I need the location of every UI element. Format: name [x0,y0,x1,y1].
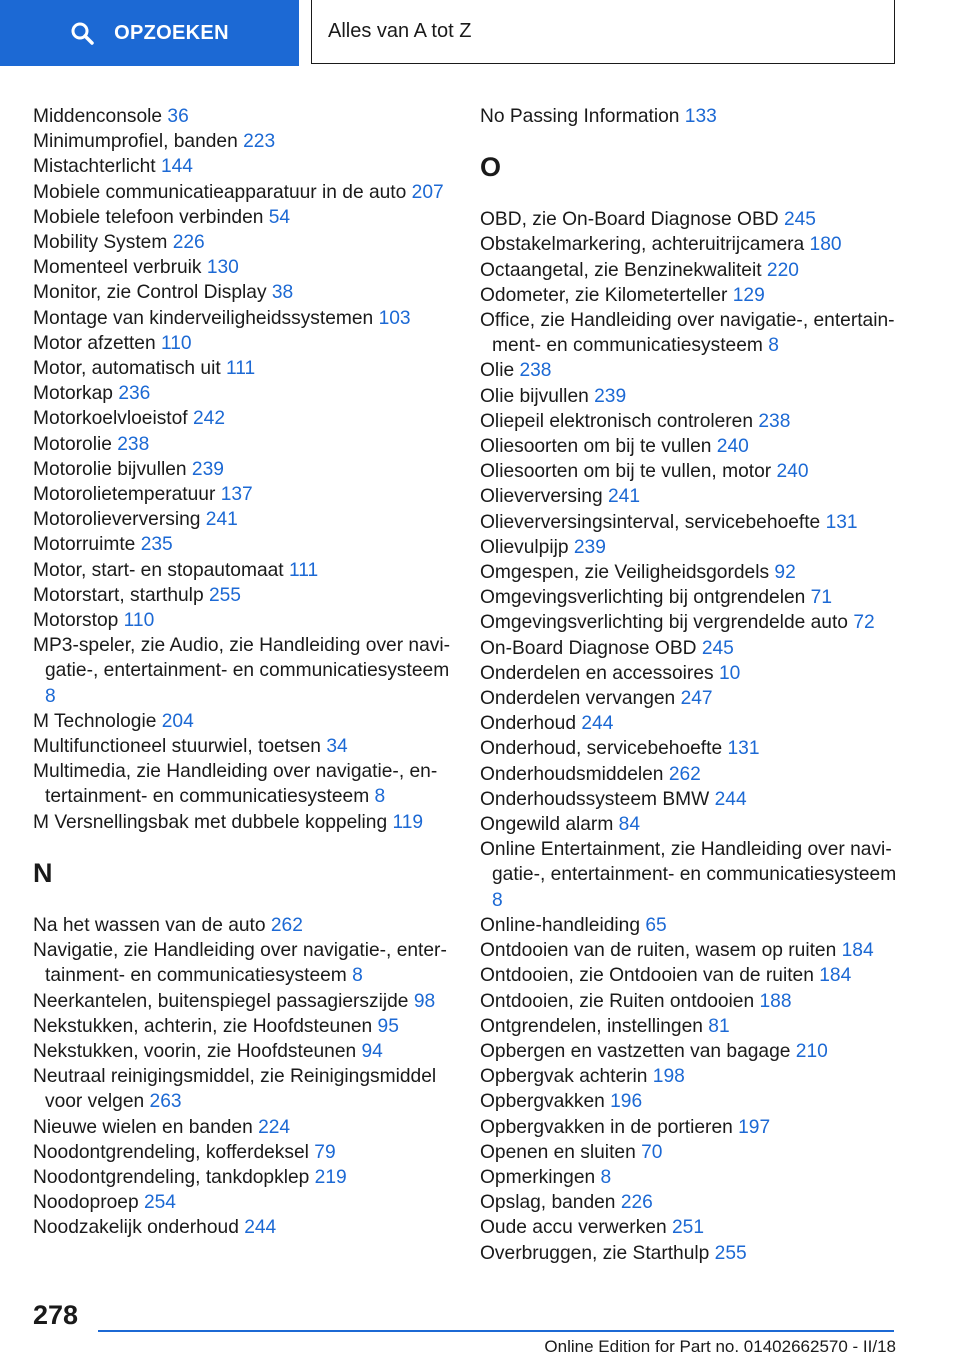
index-entry-term: Nekstukken, voorin, zie Hoofdsteunen [33,1040,357,1062]
page-link[interactable]: 219 [314,1166,347,1188]
page-link[interactable]: 70 [641,1141,663,1163]
page-link[interactable]: 94 [361,1040,383,1062]
page-link[interactable]: 236 [118,383,151,405]
page-link[interactable]: 65 [645,914,667,936]
index-entry-term: Motorolie [33,433,112,455]
page-link[interactable]: 8 [492,889,503,911]
page-link[interactable]: 184 [819,965,852,987]
index-entry-term: Neutraal reinigingsmiddel, zie Reinigingsmiddel voor velgen [33,1066,437,1113]
page-link[interactable]: 251 [671,1217,704,1239]
index-entry-term: Obstakelmarkering, achteruitrijcamera [480,234,805,256]
page-link[interactable]: 196 [610,1091,643,1113]
page-link[interactable]: 110 [123,610,155,632]
page-link[interactable]: 207 [411,181,444,203]
index-entry [33,938,463,988]
search-icon [70,21,94,45]
index-entry [480,283,900,308]
index-entry [33,1014,463,1039]
page-link[interactable]: 255 [714,1242,747,1264]
index-entry [33,583,463,608]
index-entry-term: Omgespen, zie Veiligheidsgordels [480,562,770,584]
index-entry [480,711,900,736]
index-entry-term: Olie bijvullen [480,385,589,407]
index-entry [480,837,900,913]
index-entry-term: Navigatie, zie Handleiding over navigatie-, entertainment- en communicatiesysteem [33,940,447,987]
index-entry-term: Mobility System [33,232,168,254]
page-link[interactable]: 224 [258,1116,291,1138]
index-entry-term: Octaangetal, zie Benzinekwaliteit [480,259,762,281]
index-entry-term: Motor, automatisch uit [33,358,221,380]
index-entry [33,154,463,179]
page-link[interactable]: 130 [206,257,239,279]
index-entry-term: MP3-speler, zie Audio, zie Handleiding over navigatie-, entertainment- en communicatiesysteem [33,635,451,682]
index-entry [33,709,463,734]
search-button[interactable] [0,0,299,66]
index-entry [33,507,463,532]
index-entry [480,232,900,257]
page-link[interactable]: 36 [167,106,189,127]
page-link[interactable]: 84 [618,814,640,836]
page-link[interactable]: 133 [684,106,717,127]
page-link[interactable]: 180 [809,234,842,256]
index-entry-term: Motorolie bijvullen [33,458,187,480]
page-link[interactable]: 111 [226,358,256,380]
index-entry-term: Middenconsole [33,106,163,127]
page-link[interactable]: 238 [117,433,150,455]
page-link[interactable]: 238 [758,410,791,432]
index-column-right [480,104,900,1266]
index-entry [33,608,463,633]
page-link[interactable]: 204 [161,710,194,732]
index-entry-term: M Versnellingsbak met dubbele koppeling [33,811,388,833]
index-entry [480,1089,900,1114]
page-link[interactable]: 71 [810,587,832,609]
index-entry [33,633,463,709]
index-entry-term: Ontdooien, zie Ontdooien van de ruiten [480,965,814,987]
index-entry [33,432,463,457]
index-entry-term: Ontdooien van de ruiten, wasem op ruiten [480,940,837,962]
page-link[interactable]: 220 [766,259,799,281]
page-link[interactable]: 239 [594,385,627,407]
page-link[interactable]: 244 [714,788,747,810]
section-letter: N [33,857,53,888]
index-entry [480,1014,900,1039]
index-entry-term: Motorkoelvloeistof [33,408,188,430]
index-entry [480,610,900,635]
page-link[interactable]: 144 [160,156,193,178]
index-entry [480,384,900,409]
index-entry-term: Monitor, zie Control Display [33,282,267,304]
index-entry-term: Noodontgrendeling, kofferdeksel [33,1141,309,1163]
page-link[interactable]: 262 [270,914,303,936]
index-entry-term: Onderdelen en accessoires [480,662,714,684]
index-entry [33,810,463,835]
page-link[interactable]: 10 [718,662,741,684]
page-link[interactable]: 240 [776,461,809,483]
index-entry-term: Noodontgrendeling, tankdopklep [33,1166,310,1188]
index-entry [480,358,900,383]
index-entry [33,1115,463,1140]
header [0,0,960,66]
page-link[interactable]: 54 [268,206,291,228]
page-link[interactable]: 79 [314,1141,336,1163]
index-entry [480,207,900,232]
page-link[interactable]: 263 [149,1091,182,1113]
index-entry [33,205,463,230]
page-link[interactable]: 111 [288,559,319,581]
index-entry-term: Montage van kinderveiligheidssystemen [33,307,374,329]
page-link[interactable]: 8 [600,1166,612,1188]
index-entry-term: Minimumprofiel, banden [33,131,238,153]
page-link[interactable]: 119 [392,811,424,833]
page-link[interactable]: 244 [244,1217,277,1239]
index-entry [33,230,463,255]
index-entry [33,457,463,482]
page-link[interactable]: 103 [378,307,411,329]
index-entry [33,104,463,129]
index-entry-term: Nekstukken, achterin, zie Hoofdsteunen [33,1015,373,1037]
index-entry [33,129,463,154]
index-entry-term: Omgevingsverlichting bij vergrendelde auto [480,612,848,634]
index-entry [33,1215,463,1240]
index-entry [33,406,463,431]
page-link[interactable]: 95 [377,1015,399,1037]
page-link[interactable]: 81 [708,1015,730,1037]
index-entry-term: Onderdelen vervangen [480,688,676,710]
index-entry [33,1190,463,1215]
section-title-box [311,0,895,64]
page-link[interactable]: 262 [668,763,701,785]
index-entry [33,381,463,406]
index-entry [480,686,900,711]
index-entry [33,280,463,305]
index-entry [480,1115,900,1140]
index-entry-term: Opslag, banden [480,1192,616,1214]
index-entry [480,459,900,484]
page-link[interactable]: 210 [795,1040,828,1062]
index-entry-term: Olieverversing [480,486,603,508]
index-entry [480,409,900,434]
index-entry-term: Olieverversingsinterval, servicebehoefte [480,511,821,533]
index-entry [480,736,900,761]
page-link[interactable]: 242 [192,408,225,430]
index-entry-term: Motorkap [33,383,113,405]
index-entry-term: Onderhoud, servicebehoefte [480,738,723,760]
index-entry-term: OBD, zie On-Board Diagnose OBD [480,209,779,231]
index-entry-term: On-Board Diagnose OBD [480,637,697,659]
index-entry [33,255,463,280]
page-link[interactable]: 226 [172,232,205,254]
index-entry [480,1140,900,1165]
page-link[interactable]: 129 [732,284,765,306]
index-entry-term: Mobiele communicatieapparatuur in de auto [33,181,407,203]
page-link[interactable]: 131 [727,738,760,760]
page-link[interactable]: 92 [774,562,796,584]
index-entry [480,104,900,129]
page-link[interactable]: 34 [326,736,348,758]
page-link[interactable]: 38 [271,282,294,304]
index-entry-term: Momenteel verbruik [33,257,202,279]
page-link[interactable]: 110 [161,332,192,354]
index-entry [33,558,463,583]
page-link[interactable]: 245 [701,637,734,659]
index-entry [480,913,900,938]
index-entry [480,1064,900,1089]
index-entry-term: Oude accu verwerken [480,1217,667,1239]
index-entry [33,1165,463,1190]
index-entry-term: No Passing Information [480,106,680,127]
page-link[interactable]: 8 [374,786,386,808]
index-entry [480,1241,900,1266]
index-entry [480,661,900,686]
page-link[interactable]: 241 [205,509,238,531]
index-entry [480,510,900,535]
page-link[interactable]: 72 [853,612,875,634]
page-link[interactable]: 241 [607,486,640,508]
index-entry [33,989,463,1014]
index-entry [33,306,463,331]
page-link[interactable]: 255 [208,584,241,606]
index-entry-term: Mobiele telefoon verbinden [33,206,264,228]
index-entry-term: Opmerkingen [480,1166,596,1188]
index-entry-term: Ontgrendelen, instellingen [480,1015,703,1037]
index-entry-term: Motorstop [33,610,119,632]
index-entry-term: Oliesoorten om bij te vullen [480,436,712,458]
index-column-left [33,104,463,1241]
index-entry [480,938,900,963]
index-entry [480,787,900,812]
index-entry-term: Ongewild alarm [480,814,614,836]
index-entry [480,535,900,560]
index-entry-term: Openen en sluiten [480,1141,636,1163]
index-entry [480,636,900,661]
search-button-label: OPZOEKEN [114,21,229,44]
index-entry-term: Office, zie Handleiding over navigatie-, entertainment- en communicatiesysteem [480,310,895,357]
page-link[interactable]: 239 [191,458,224,480]
index-entry [480,1039,900,1064]
index-entry-term: Oliepeil elektronisch controleren [480,410,754,432]
page-link[interactable]: 235 [140,534,173,556]
index-entry [33,331,463,356]
index-entry-term: Mistachterlicht [33,156,156,178]
index-entry-term: Opbergvakken [480,1091,605,1113]
index-entry [33,356,463,381]
page-link[interactable]: 247 [680,688,713,710]
page-link[interactable]: 8 [768,335,779,357]
index-entry [480,484,900,509]
index-entry [33,532,463,557]
page-link[interactable]: 98 [413,990,436,1012]
index-entry [480,308,900,358]
page-link[interactable]: 240 [716,436,749,458]
footer-divider [98,1330,894,1332]
index-entry-term: Noodoproep [33,1192,139,1214]
index-entry-term: Omgevingsverlichting bij ontgrendelen [480,587,806,609]
page-link[interactable]: 8 [352,965,363,987]
index-entry-term: Na het wassen van de auto [33,914,266,936]
index-entry [480,989,900,1014]
index-entry [480,434,900,459]
index-entry-term: Onderhoudssysteem BMW [480,788,710,810]
index-entry-term: Motorruimte [33,534,136,556]
index-entry-term: Neerkantelen, buitenspiegel passagierszijde [33,990,409,1012]
index-entry-term: Motor, start- en stopautomaat [33,559,284,581]
index-entry-term: Motorolieverversing [33,509,201,531]
index-entry-term: Onderhoudsmiddelen [480,763,664,785]
page-link[interactable]: 197 [738,1116,771,1138]
index-entry [480,585,900,610]
index-entry-term: Opbergvakken in de portieren [480,1116,733,1138]
index-entry [480,1215,900,1240]
page-link[interactable]: 238 [519,360,552,382]
index-entry-term: Olievulpijp [480,536,569,558]
page-link[interactable]: 184 [841,940,874,962]
edition-note: Online Edition for Part no. 01402662570 - II/18 [544,1337,896,1356]
index-entry [33,482,463,507]
index-entry-term: Motor afzetten [33,332,156,354]
index-entry-term: Oliesoorten om bij te vullen, motor [480,461,772,483]
index-entry [480,812,900,837]
page-link[interactable]: 239 [573,536,606,558]
index-entry-term: M Technologie [33,710,157,732]
index-entry [33,759,463,809]
index-entry-term: Multimedia, zie Handleiding over navigatie-, entertainment- en communicatiesysteem [33,761,438,808]
index-entry [33,1039,463,1064]
index-entry [480,1165,900,1190]
index-entry [33,913,463,938]
index-entry-term: Nieuwe wielen en banden [33,1116,253,1138]
page-link[interactable]: 188 [759,990,792,1012]
index-entry-term: Noodzakelijk onderhoud [33,1217,239,1239]
page-link[interactable]: 254 [143,1192,176,1214]
page-link[interactable]: 131 [825,511,858,533]
page-link[interactable]: 8 [45,685,56,707]
index-entry-term: Motorolietemperatuur [33,484,216,506]
index-entry-term: Onderhoud [480,713,577,735]
page-link[interactable]: 198 [652,1066,685,1088]
index-entry-term: Odometer, zie Kilometerteller [480,284,728,306]
index-entry-term: Online Entertainment, zie Handleiding over navigatie-, entertainment- en communicatiesysteem [480,839,897,886]
index-entry-term: Olie [480,360,515,382]
index-entry-term: Multifunctioneel stuurwiel, toetsen [33,736,321,758]
index-entry-term: Ontdooien, zie Ruiten ontdooien [480,990,755,1012]
index-entry-term: Opbergen en vastzetten van bagage [480,1040,791,1062]
index-entry-term: Online-handleiding [480,914,641,936]
index-entry [480,963,900,988]
page-link[interactable]: 244 [581,713,614,735]
section-letter: O [480,152,502,183]
index-entry-term: Opbergvak achterin [480,1066,648,1088]
page-link[interactable]: 226 [620,1192,653,1214]
index-entry-term: Motorstart, starthulp [33,584,204,606]
index-entry [33,1140,463,1165]
page-number: 278 [33,1300,79,1330]
index-entry [33,734,463,759]
index-entry [480,1190,900,1215]
page-link[interactable]: 245 [783,209,816,231]
page-link[interactable]: 223 [243,131,276,153]
index-entry [480,560,900,585]
index-entry-term: Overbruggen, zie Starthulp [480,1242,710,1264]
page-link[interactable]: 137 [220,484,253,506]
index-entry [33,1064,463,1114]
section-title: Alles van A tot Z [328,20,472,42]
index-entry [480,258,900,283]
index-entry [33,180,463,205]
index-entry [480,762,900,787]
